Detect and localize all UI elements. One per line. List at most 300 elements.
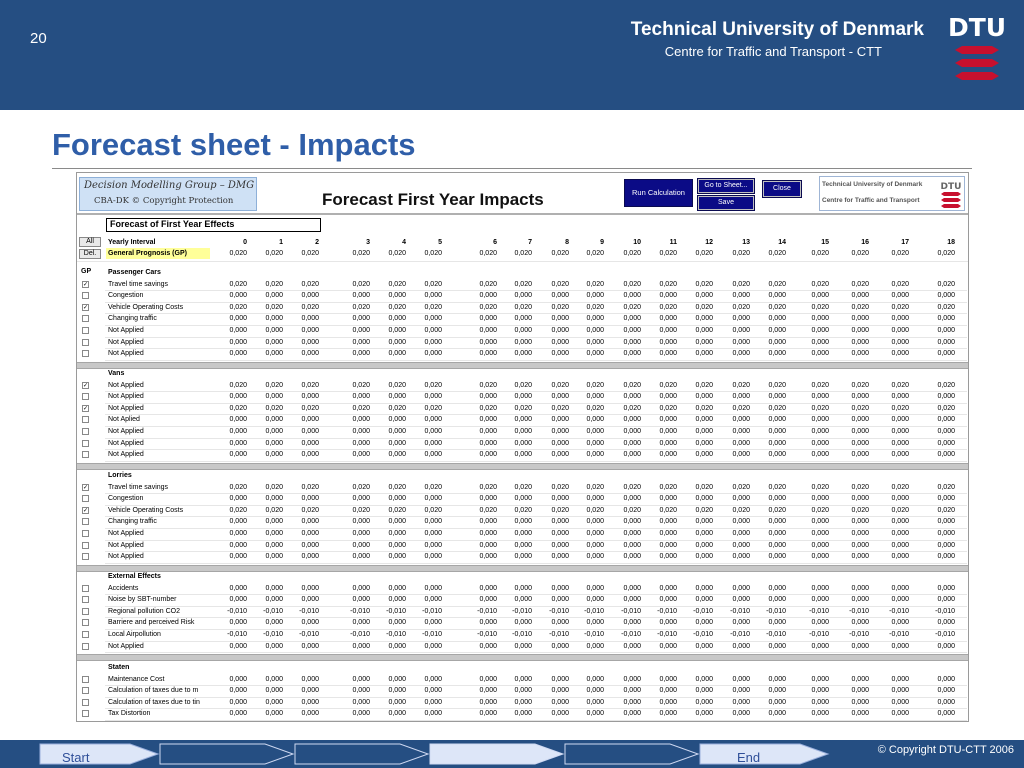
row-value: 0,000	[586, 416, 604, 424]
group-heading: Passenger Cars	[108, 269, 161, 276]
row-value: 0,000	[623, 416, 641, 424]
row-value: 0,000	[659, 416, 677, 424]
row-value: 0,000	[352, 698, 370, 706]
row-value: 0,000	[229, 350, 247, 358]
row-value: 0,000	[479, 553, 497, 561]
row-value: 0,000	[229, 315, 247, 323]
row-value: 0,020	[623, 506, 641, 514]
gp-value: 0,020	[551, 250, 569, 257]
row-value: 0,000	[732, 541, 750, 549]
row-value: 0,000	[937, 518, 955, 526]
row-value: 0,000	[695, 495, 713, 503]
row-value: 0,020	[352, 303, 370, 311]
row-value: -0,010	[935, 607, 955, 615]
row-value: 0,000	[551, 675, 569, 683]
row-value: 0,000	[586, 687, 604, 695]
row-value: 0,000	[768, 553, 786, 561]
gp-value: 0,020	[388, 250, 406, 257]
row-value: 0,000	[352, 495, 370, 503]
row-checkbox[interactable]	[82, 416, 89, 423]
nav-chevron-5[interactable]	[565, 744, 698, 764]
row-checkbox[interactable]	[82, 643, 89, 650]
row-label: Not Applied	[108, 404, 144, 412]
row-value: 0,000	[811, 518, 829, 526]
row-checkbox[interactable]	[82, 619, 89, 626]
row-checkbox[interactable]	[82, 451, 89, 458]
row-value: 0,000	[352, 541, 370, 549]
row-value: -0,010	[386, 607, 406, 615]
row-value: 0,000	[229, 416, 247, 424]
row-value: 0,000	[732, 518, 750, 526]
row-value: 0,020	[229, 280, 247, 288]
row-value: 0,020	[811, 506, 829, 514]
row-value: -0,010	[422, 607, 442, 615]
row-value: 0,000	[265, 710, 283, 718]
row-value: 0,000	[301, 541, 319, 549]
row-value: 0,000	[659, 393, 677, 401]
end-label[interactable]: End	[737, 750, 761, 765]
row-value: 0,000	[937, 451, 955, 459]
row-value: 0,020	[479, 404, 497, 412]
row-value: 0,000	[891, 495, 909, 503]
row-value: 0,000	[479, 698, 497, 706]
row-value: 0,020	[937, 506, 955, 514]
row-value: 0,000	[851, 350, 869, 358]
row-value: 0,000	[937, 327, 955, 334]
row-value: 0,000	[768, 292, 786, 300]
row-checkbox[interactable]	[82, 428, 89, 435]
yearly-interval-label: Yearly Interval	[108, 239, 156, 246]
row-value: 0,000	[479, 584, 497, 592]
row-value: 0,000	[623, 619, 641, 627]
row-value: 0,000	[551, 553, 569, 561]
row-value: 0,000	[659, 327, 677, 334]
row-value: -0,010	[935, 631, 955, 638]
row-value: 0,000	[695, 416, 713, 424]
row-value: 0,000	[768, 710, 786, 718]
row-value: 0,000	[659, 530, 677, 537]
row-value: -0,010	[889, 607, 909, 615]
slide-title: Forecast sheet - Impacts	[52, 127, 416, 162]
dtu-logo-text: DTU	[947, 13, 1007, 42]
go-to-sheet-button[interactable]: Go to Sheet...	[698, 179, 754, 193]
row-value: 0,020	[937, 303, 955, 311]
row-value: 0,000	[811, 710, 829, 718]
row-value: 0,000	[551, 338, 569, 346]
row-value: 0,000	[514, 416, 532, 424]
row-value: 0,000	[659, 315, 677, 323]
row-value: 0,000	[388, 687, 406, 695]
row-value: 0,000	[265, 428, 283, 435]
row-value: 0,000	[551, 292, 569, 300]
row-value: 0,020	[424, 483, 442, 491]
row-value: 0,000	[891, 619, 909, 627]
gp-value: 0,020	[811, 250, 829, 257]
row-value: -0,010	[809, 607, 829, 615]
row-checkbox[interactable]	[82, 518, 89, 525]
row-value: -0,010	[657, 631, 677, 638]
row-value: 0,020	[695, 280, 713, 288]
row-value: 0,000	[811, 541, 829, 549]
dmg-copyright: CBA-DK © Copyright Protection	[94, 196, 234, 206]
row-value: 0,000	[388, 315, 406, 323]
row-value: 0,000	[851, 518, 869, 526]
row-checkbox[interactable]: ✓	[83, 484, 89, 491]
row-value: -0,010	[766, 631, 786, 638]
group-separator	[77, 362, 968, 369]
row-checkbox[interactable]	[82, 495, 89, 502]
row-checkbox[interactable]	[82, 339, 89, 346]
row-value: 0,000	[659, 596, 677, 604]
row-value: 0,000	[352, 439, 370, 447]
row-value: 0,000	[265, 350, 283, 358]
row-checkbox[interactable]	[82, 393, 89, 400]
row-value: 0,000	[891, 553, 909, 561]
row-value: 0,000	[551, 315, 569, 323]
row-value: -0,010	[584, 607, 604, 615]
row-checkbox[interactable]: ✓	[83, 281, 89, 288]
row-value: 0,000	[479, 393, 497, 401]
row-value: 0,020	[768, 381, 786, 389]
row-value: -0,010	[227, 631, 247, 638]
row-label: Not Aplied	[108, 416, 140, 424]
row-checkbox[interactable]: ✓	[83, 507, 89, 514]
row-value: 0,000	[301, 338, 319, 346]
row-value: 0,000	[732, 530, 750, 537]
row-value: -0,010	[621, 631, 641, 638]
row-value: 0,000	[229, 393, 247, 401]
slide-header	[0, 0, 1024, 110]
row-value: 0,000	[301, 553, 319, 561]
row-checkbox[interactable]	[82, 710, 89, 717]
row-value: 0,000	[301, 327, 319, 334]
row-value: 0,000	[695, 327, 713, 334]
row-value: 0,020	[301, 506, 319, 514]
sheet-top-rule	[77, 213, 968, 215]
row-value: 0,000	[851, 416, 869, 424]
row-value: 0,020	[659, 381, 677, 389]
row-value: 0,000	[229, 495, 247, 503]
row-checkbox[interactable]	[82, 676, 89, 683]
row-value: 0,020	[551, 303, 569, 311]
row-value: 0,000	[768, 687, 786, 695]
row-value: 0,000	[937, 315, 955, 323]
row-value: 0,000	[732, 292, 750, 300]
row-value: 0,000	[388, 710, 406, 718]
row-value: 0,000	[586, 642, 604, 650]
gp-value: 0,020	[695, 250, 713, 257]
row-value: 0,000	[586, 327, 604, 334]
row-checkbox[interactable]	[82, 530, 89, 537]
row-checkbox[interactable]	[82, 292, 89, 299]
row-value: 0,020	[424, 303, 442, 311]
row-value: 0,000	[937, 619, 955, 627]
row-value: 0,000	[891, 292, 909, 300]
row-value: 0,000	[551, 495, 569, 503]
row-value: 0,000	[388, 596, 406, 604]
row-value: 0,000	[623, 642, 641, 650]
row-value: 0,000	[732, 675, 750, 683]
row-value: 0,000	[623, 675, 641, 683]
row-value: 0,020	[732, 381, 750, 389]
row-value: 0,020	[623, 381, 641, 389]
row-checkbox[interactable]: ✓	[83, 405, 89, 412]
nav-chevron-3[interactable]	[295, 744, 428, 764]
row-value: 0,000	[695, 675, 713, 683]
row-value: 0,000	[811, 439, 829, 447]
row-value: 0,000	[851, 338, 869, 346]
row-value: 0,000	[768, 541, 786, 549]
sheet-title: Forecast First Year Impacts	[322, 190, 544, 209]
row-value: 0,000	[732, 642, 750, 650]
row-value: 0,000	[623, 428, 641, 435]
row-value: 0,000	[388, 530, 406, 537]
row-divider	[105, 720, 967, 721]
row-value: 0,000	[479, 642, 497, 650]
row-value: 0,000	[586, 315, 604, 323]
row-value: 0,000	[851, 584, 869, 592]
row-checkbox[interactable]	[82, 553, 89, 560]
year-header: 0	[243, 239, 247, 246]
row-value: 0,000	[623, 350, 641, 358]
row-label: Not Applied	[108, 553, 144, 561]
tud-centre: Centre for Traffic and Transport	[822, 197, 920, 204]
row-value: 0,000	[514, 292, 532, 300]
row-value: 0,000	[514, 710, 532, 718]
close-button[interactable]: Close	[763, 181, 801, 197]
row-value: 0,000	[229, 642, 247, 650]
row-checkbox[interactable]	[82, 608, 89, 615]
row-label: Local Airpollution	[108, 631, 161, 638]
row-value: 0,000	[891, 698, 909, 706]
row-value: 0,000	[388, 338, 406, 346]
row-value: 0,000	[623, 393, 641, 401]
row-value: 0,000	[514, 698, 532, 706]
slide-number: 20	[30, 30, 47, 47]
row-value: 0,000	[514, 393, 532, 401]
row-value: 0,020	[514, 280, 532, 288]
row-value: 0,020	[424, 280, 442, 288]
nav-chevron-2[interactable]	[160, 744, 293, 764]
row-value: 0,020	[768, 483, 786, 491]
row-value: 0,000	[768, 416, 786, 424]
row-value: 0,000	[265, 675, 283, 683]
row-value: 0,000	[695, 687, 713, 695]
row-value: 0,000	[551, 596, 569, 604]
row-value: 0,000	[768, 584, 786, 592]
end-chevron[interactable]	[700, 744, 828, 764]
start-chevron[interactable]	[40, 744, 158, 764]
row-value: 0,000	[424, 675, 442, 683]
year-header: 11	[669, 239, 677, 246]
row-value: 0,000	[352, 642, 370, 650]
gp-value: 0,020	[623, 250, 641, 257]
row-value: 0,000	[551, 584, 569, 592]
row-value: 0,000	[623, 710, 641, 718]
row-value: 0,000	[623, 541, 641, 549]
row-value: 0,000	[732, 710, 750, 718]
row-value: 0,000	[424, 553, 442, 561]
row-value: 0,000	[811, 596, 829, 604]
row-value: 0,020	[768, 404, 786, 412]
row-value: 0,020	[388, 483, 406, 491]
navigation-chevrons	[0, 740, 900, 768]
row-value: 0,000	[479, 451, 497, 459]
gp-value: 0,020	[851, 250, 869, 257]
row-value: 0,000	[514, 451, 532, 459]
row-value: 0,020	[265, 404, 283, 412]
row-value: 0,000	[586, 619, 604, 627]
row-checkbox[interactable]: ✓	[83, 304, 89, 311]
row-value: 0,020	[891, 280, 909, 288]
gp-value: 0,020	[659, 250, 677, 257]
row-checkbox[interactable]	[82, 440, 89, 447]
row-value: 0,000	[514, 619, 532, 627]
row-value: 0,020	[229, 506, 247, 514]
row-checkbox[interactable]	[82, 631, 89, 638]
start-label[interactable]: Start	[62, 750, 90, 765]
row-value: 0,000	[891, 642, 909, 650]
row-value: 0,000	[265, 393, 283, 401]
row-value: 0,000	[301, 584, 319, 592]
row-label: Congestion	[108, 495, 144, 503]
row-value: 0,000	[659, 710, 677, 718]
row-value: 0,000	[695, 315, 713, 323]
row-value: 0,000	[424, 584, 442, 592]
row-value: 0,020	[265, 483, 283, 491]
row-checkbox[interactable]: ✓	[83, 382, 89, 389]
row-value: 0,000	[695, 541, 713, 549]
row-value: 0,000	[229, 596, 247, 604]
row-value: 0,000	[265, 687, 283, 695]
row-checkbox[interactable]	[82, 687, 89, 694]
row-value: 0,000	[732, 596, 750, 604]
row-value: 0,000	[388, 350, 406, 358]
row-value: 0,000	[937, 439, 955, 447]
row-value: 0,000	[891, 675, 909, 683]
row-value: -0,010	[849, 607, 869, 615]
nav-chevron-4[interactable]	[430, 744, 563, 764]
row-checkbox[interactable]	[82, 596, 89, 603]
row-value: 0,000	[851, 675, 869, 683]
row-value: 0,000	[265, 698, 283, 706]
del-button[interactable]: Del.	[79, 249, 101, 259]
row-value: 0,020	[659, 506, 677, 514]
row-value: 0,020	[352, 404, 370, 412]
row-label: Accidents	[108, 584, 139, 592]
row-checkbox[interactable]	[82, 699, 89, 706]
row-value: 0,000	[623, 495, 641, 503]
row-value: 0,000	[851, 541, 869, 549]
row-value: 0,000	[388, 327, 406, 334]
row-value: -0,010	[263, 631, 283, 638]
row-value: 0,000	[891, 327, 909, 334]
row-value: 0,000	[551, 698, 569, 706]
row-value: 0,020	[586, 506, 604, 514]
row-value: 0,020	[352, 280, 370, 288]
row-value: 0,000	[659, 553, 677, 561]
row-value: 0,000	[732, 428, 750, 435]
row-value: 0,000	[551, 439, 569, 447]
section-title-box: Forecast of First Year Effects	[106, 218, 321, 232]
row-value: 0,000	[388, 553, 406, 561]
row-label: Changing traffic	[108, 315, 157, 323]
row-value: 0,020	[891, 506, 909, 514]
group-separator	[77, 565, 968, 572]
row-value: 0,000	[479, 338, 497, 346]
row-value: 0,000	[479, 518, 497, 526]
group-separator	[77, 463, 968, 470]
row-value: 0,020	[301, 303, 319, 311]
row-value: 0,020	[352, 506, 370, 514]
row-value: 0,000	[623, 518, 641, 526]
row-value: 0,000	[388, 619, 406, 627]
row-value: 0,000	[695, 451, 713, 459]
row-value: 0,000	[851, 451, 869, 459]
row-value: 0,020	[229, 303, 247, 311]
row-value: 0,000	[937, 687, 955, 695]
row-value: 0,000	[352, 518, 370, 526]
row-value: 0,020	[851, 506, 869, 514]
row-value: 0,020	[623, 303, 641, 311]
row-checkbox[interactable]	[82, 315, 89, 322]
row-value: 0,000	[551, 619, 569, 627]
row-value: 0,000	[586, 596, 604, 604]
row-value: 0,020	[265, 506, 283, 514]
row-value: 0,020	[388, 381, 406, 389]
row-value: 0,020	[229, 404, 247, 412]
row-value: 0,020	[424, 404, 442, 412]
title-divider	[52, 168, 972, 169]
row-value: -0,010	[730, 631, 750, 638]
row-value: 0,000	[229, 675, 247, 683]
row-value: 0,000	[479, 292, 497, 300]
row-value: 0,020	[937, 483, 955, 491]
row-value: 0,000	[768, 495, 786, 503]
row-value: 0,000	[424, 642, 442, 650]
row-value: 0,000	[659, 439, 677, 447]
row-value: 0,000	[586, 428, 604, 435]
row-value: 0,000	[768, 530, 786, 537]
year-header: 9	[600, 239, 604, 246]
row-value: 0,020	[695, 506, 713, 514]
row-value: 0,000	[695, 530, 713, 537]
row-checkbox[interactable]	[82, 327, 89, 334]
row-value: 0,000	[388, 675, 406, 683]
row-value: 0,000	[732, 698, 750, 706]
row-value: 0,020	[768, 280, 786, 288]
row-label: Not Applied	[108, 393, 144, 401]
run-calculation-button[interactable]: Run Calculation	[624, 179, 693, 207]
row-checkbox[interactable]	[82, 585, 89, 592]
row-value: 0,000	[586, 530, 604, 537]
row-value: 0,020	[891, 303, 909, 311]
gp-value: 0,020	[424, 250, 442, 257]
row-checkbox[interactable]	[82, 350, 89, 357]
row-value: 0,000	[301, 416, 319, 424]
university-name: Technical University of Denmark	[630, 19, 924, 40]
gp-value: 0,020	[352, 250, 370, 257]
row-value: 0,000	[424, 439, 442, 447]
row-value: 0,000	[586, 675, 604, 683]
row-value: 0,000	[891, 451, 909, 459]
row-checkbox[interactable]	[82, 542, 89, 549]
row-value: 0,000	[768, 451, 786, 459]
row-label: Not Applied	[108, 381, 144, 389]
all-button[interactable]: All	[79, 237, 101, 247]
save-button[interactable]: Save	[698, 196, 754, 210]
row-value: 0,000	[265, 553, 283, 561]
